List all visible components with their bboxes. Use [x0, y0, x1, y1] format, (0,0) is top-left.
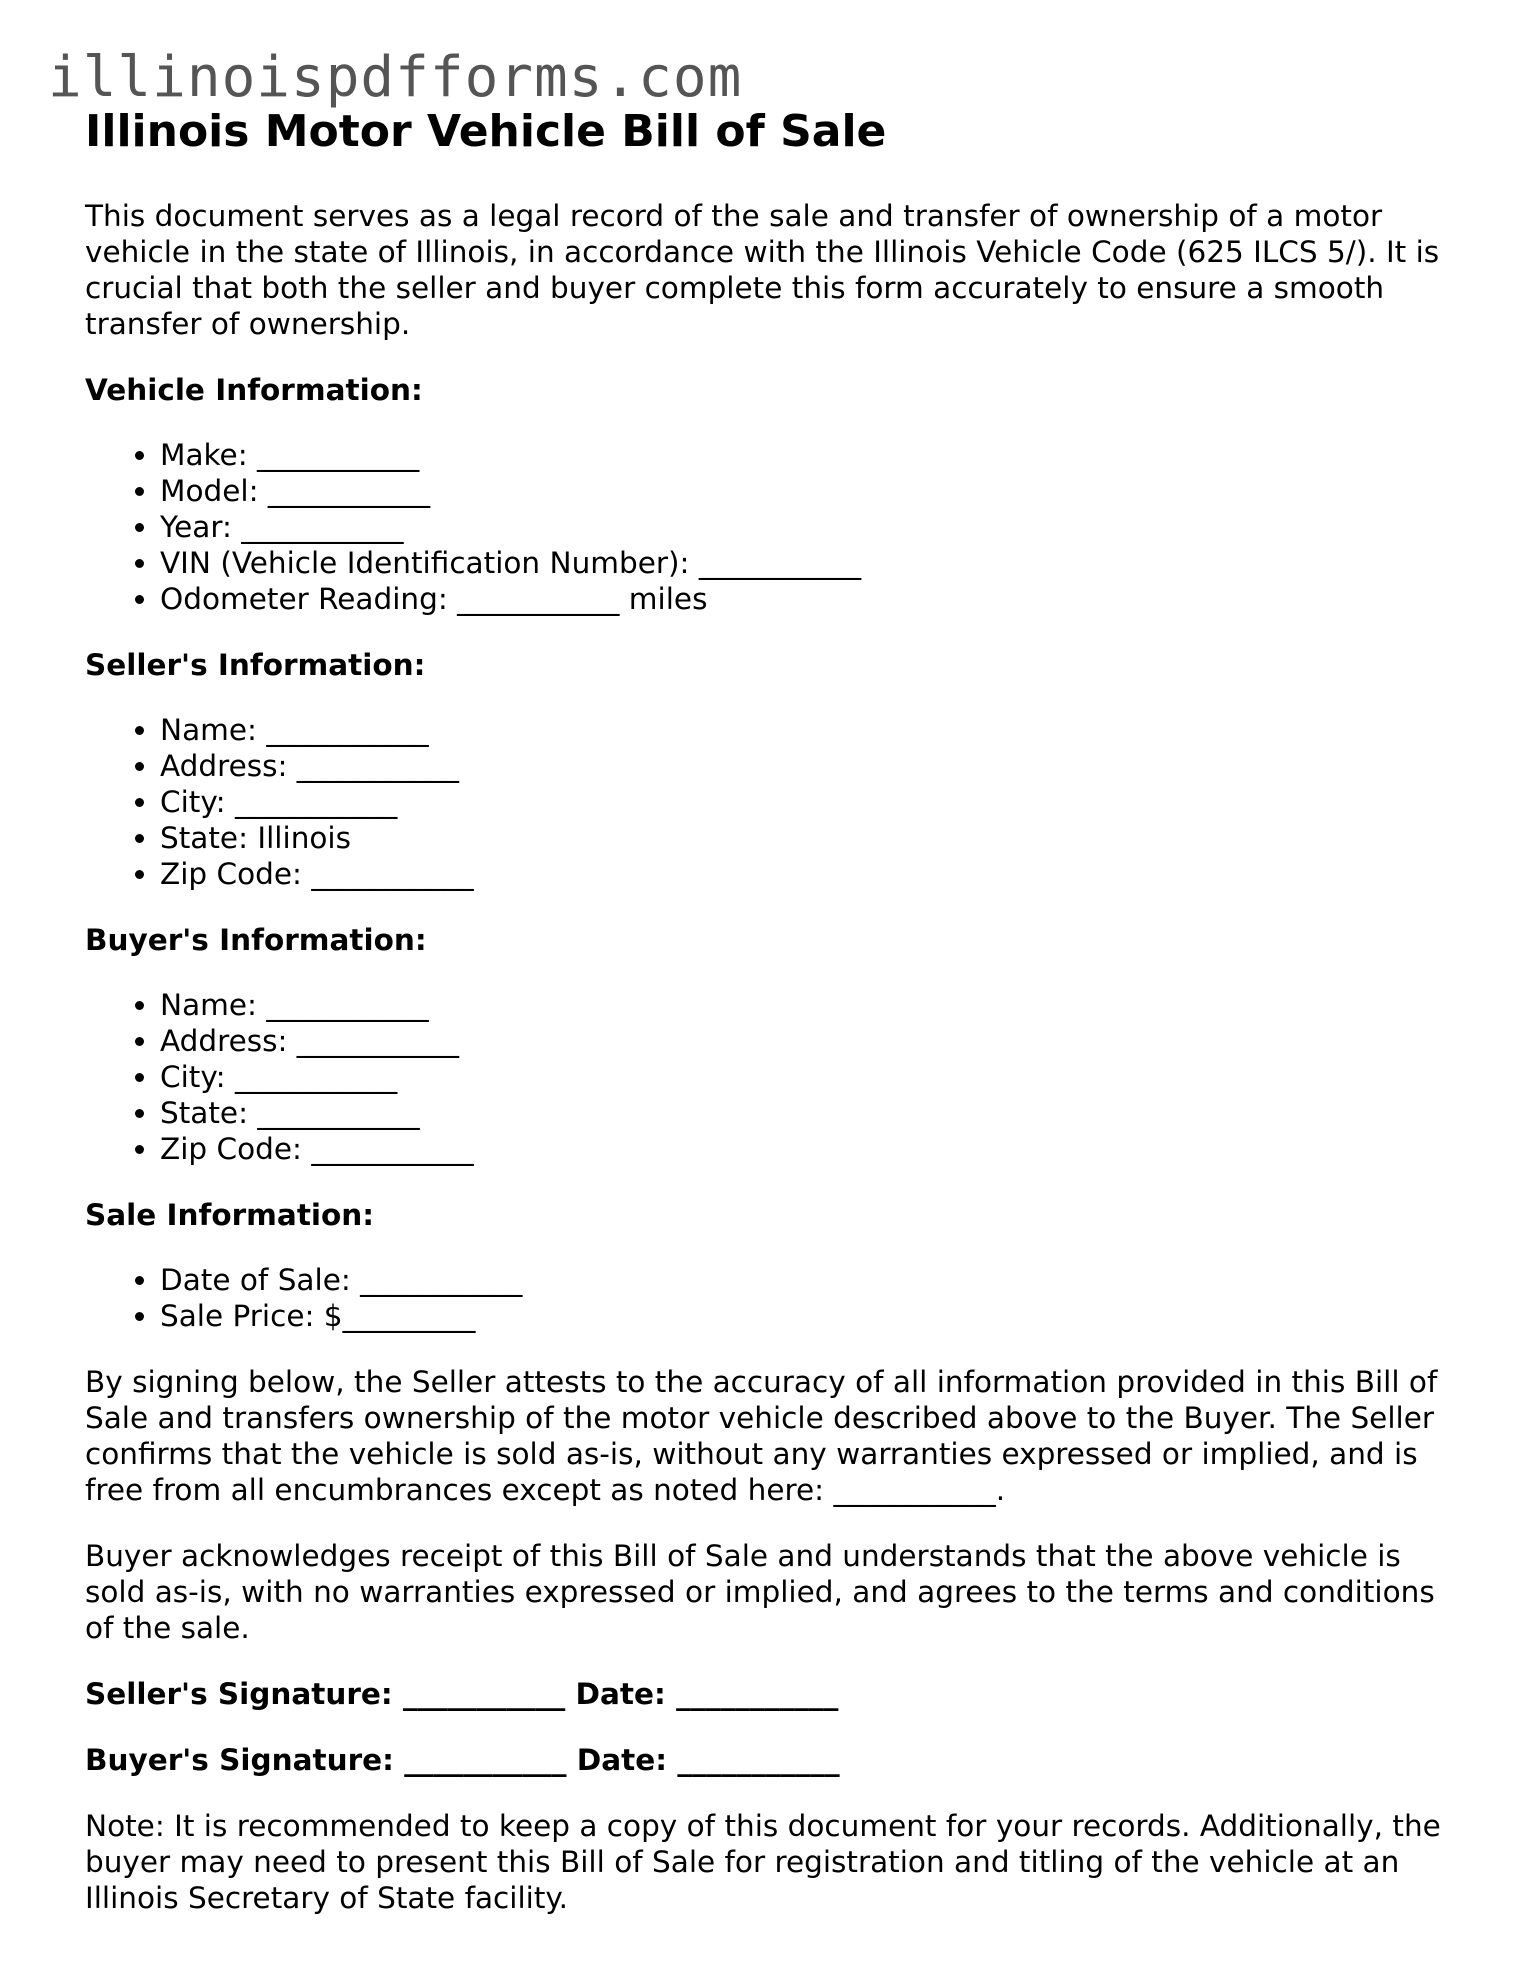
- sale-date-item: • Date of Sale: ___________: [160, 1262, 1465, 1298]
- vehicle-info-heading: Vehicle Information:: [85, 373, 423, 407]
- seller-city-item: • City: ___________: [160, 784, 1465, 820]
- seller-attestation-paragraph: By signing below, the Seller attests to the accuracy of all information provided in this Bill of Sale and transfers ownership of the motor vehicle described above to the Buyer. The Seller confirms that the vehicle is sold as-is, without any warranties expressed or implied, and is free from all encumbrances except as noted here: ___________.: [85, 1365, 1438, 1507]
- buyer-signature-line: Buyer's Signature: ___________ Date: ___________: [85, 1743, 840, 1777]
- buyer-zip-item: • Zip Code: ___________: [160, 1131, 1465, 1167]
- document-body: [85, 104, 1465, 1916]
- vehicle-year-item: • Year: ___________: [160, 509, 1465, 545]
- seller-state-item: • State: Illinois: [160, 820, 1465, 856]
- buyer-address-item: • Address: ___________: [160, 1023, 1465, 1059]
- sale-info-list: [85, 1262, 1465, 1334]
- sale-price-item: • Sale Price: $_________: [160, 1298, 1465, 1334]
- seller-address-item: • Address: ___________: [160, 748, 1465, 784]
- seller-info-list: [85, 712, 1465, 892]
- vehicle-info-list: [85, 437, 1465, 617]
- vehicle-vin-item: • VIN (Vehicle Identification Number): ___________: [160, 545, 1465, 581]
- vehicle-odometer-item: • Odometer Reading: ___________ miles: [160, 581, 1465, 617]
- document-title: Illinois Motor Vehicle Bill of Sale: [85, 106, 887, 157]
- buyer-city-item: • City: ___________: [160, 1059, 1465, 1095]
- seller-zip-item: • Zip Code: ___________: [160, 856, 1465, 892]
- vehicle-model-item: • Model: ___________: [160, 473, 1465, 509]
- watermark-text: illinoispdfforms.com: [48, 45, 743, 110]
- sale-info-heading: Sale Information:: [85, 1198, 375, 1232]
- buyer-state-item: • State: ___________: [160, 1095, 1465, 1131]
- note-paragraph: Note: It is recommended to keep a copy of this document for your records. Additionally, the buyer may need to present this Bill of Sale for registration and titling of the vehicle at an Illinois Secretary of State facility.: [85, 1809, 1441, 1915]
- vehicle-make-item: • Make: ___________: [160, 437, 1465, 473]
- seller-name-item: • Name: ___________: [160, 712, 1465, 748]
- intro-paragraph: This document serves as a legal record of the sale and transfer of ownership of a motor vehicle in the state of Illinois, in accordance with the Illinois Vehicle Code (625 ILCS 5/). It is crucial that both the seller and buyer complete this form accurately to ensure a smooth transfer of ownership.: [85, 199, 1440, 341]
- buyer-name-item: • Name: ___________: [160, 987, 1465, 1023]
- buyer-acknowledgement-paragraph: Buyer acknowledges receipt of this Bill of Sale and understands that the above vehicle is sold as-is, with no warranties expressed or implied, and agrees to the terms and conditions of the sale.: [85, 1539, 1435, 1645]
- seller-info-heading: Seller's Information:: [85, 648, 426, 682]
- buyer-info-list: [85, 987, 1465, 1167]
- buyer-info-heading: Buyer's Information:: [85, 923, 427, 957]
- seller-signature-line: Seller's Signature: ___________ Date: ___________: [85, 1677, 839, 1711]
